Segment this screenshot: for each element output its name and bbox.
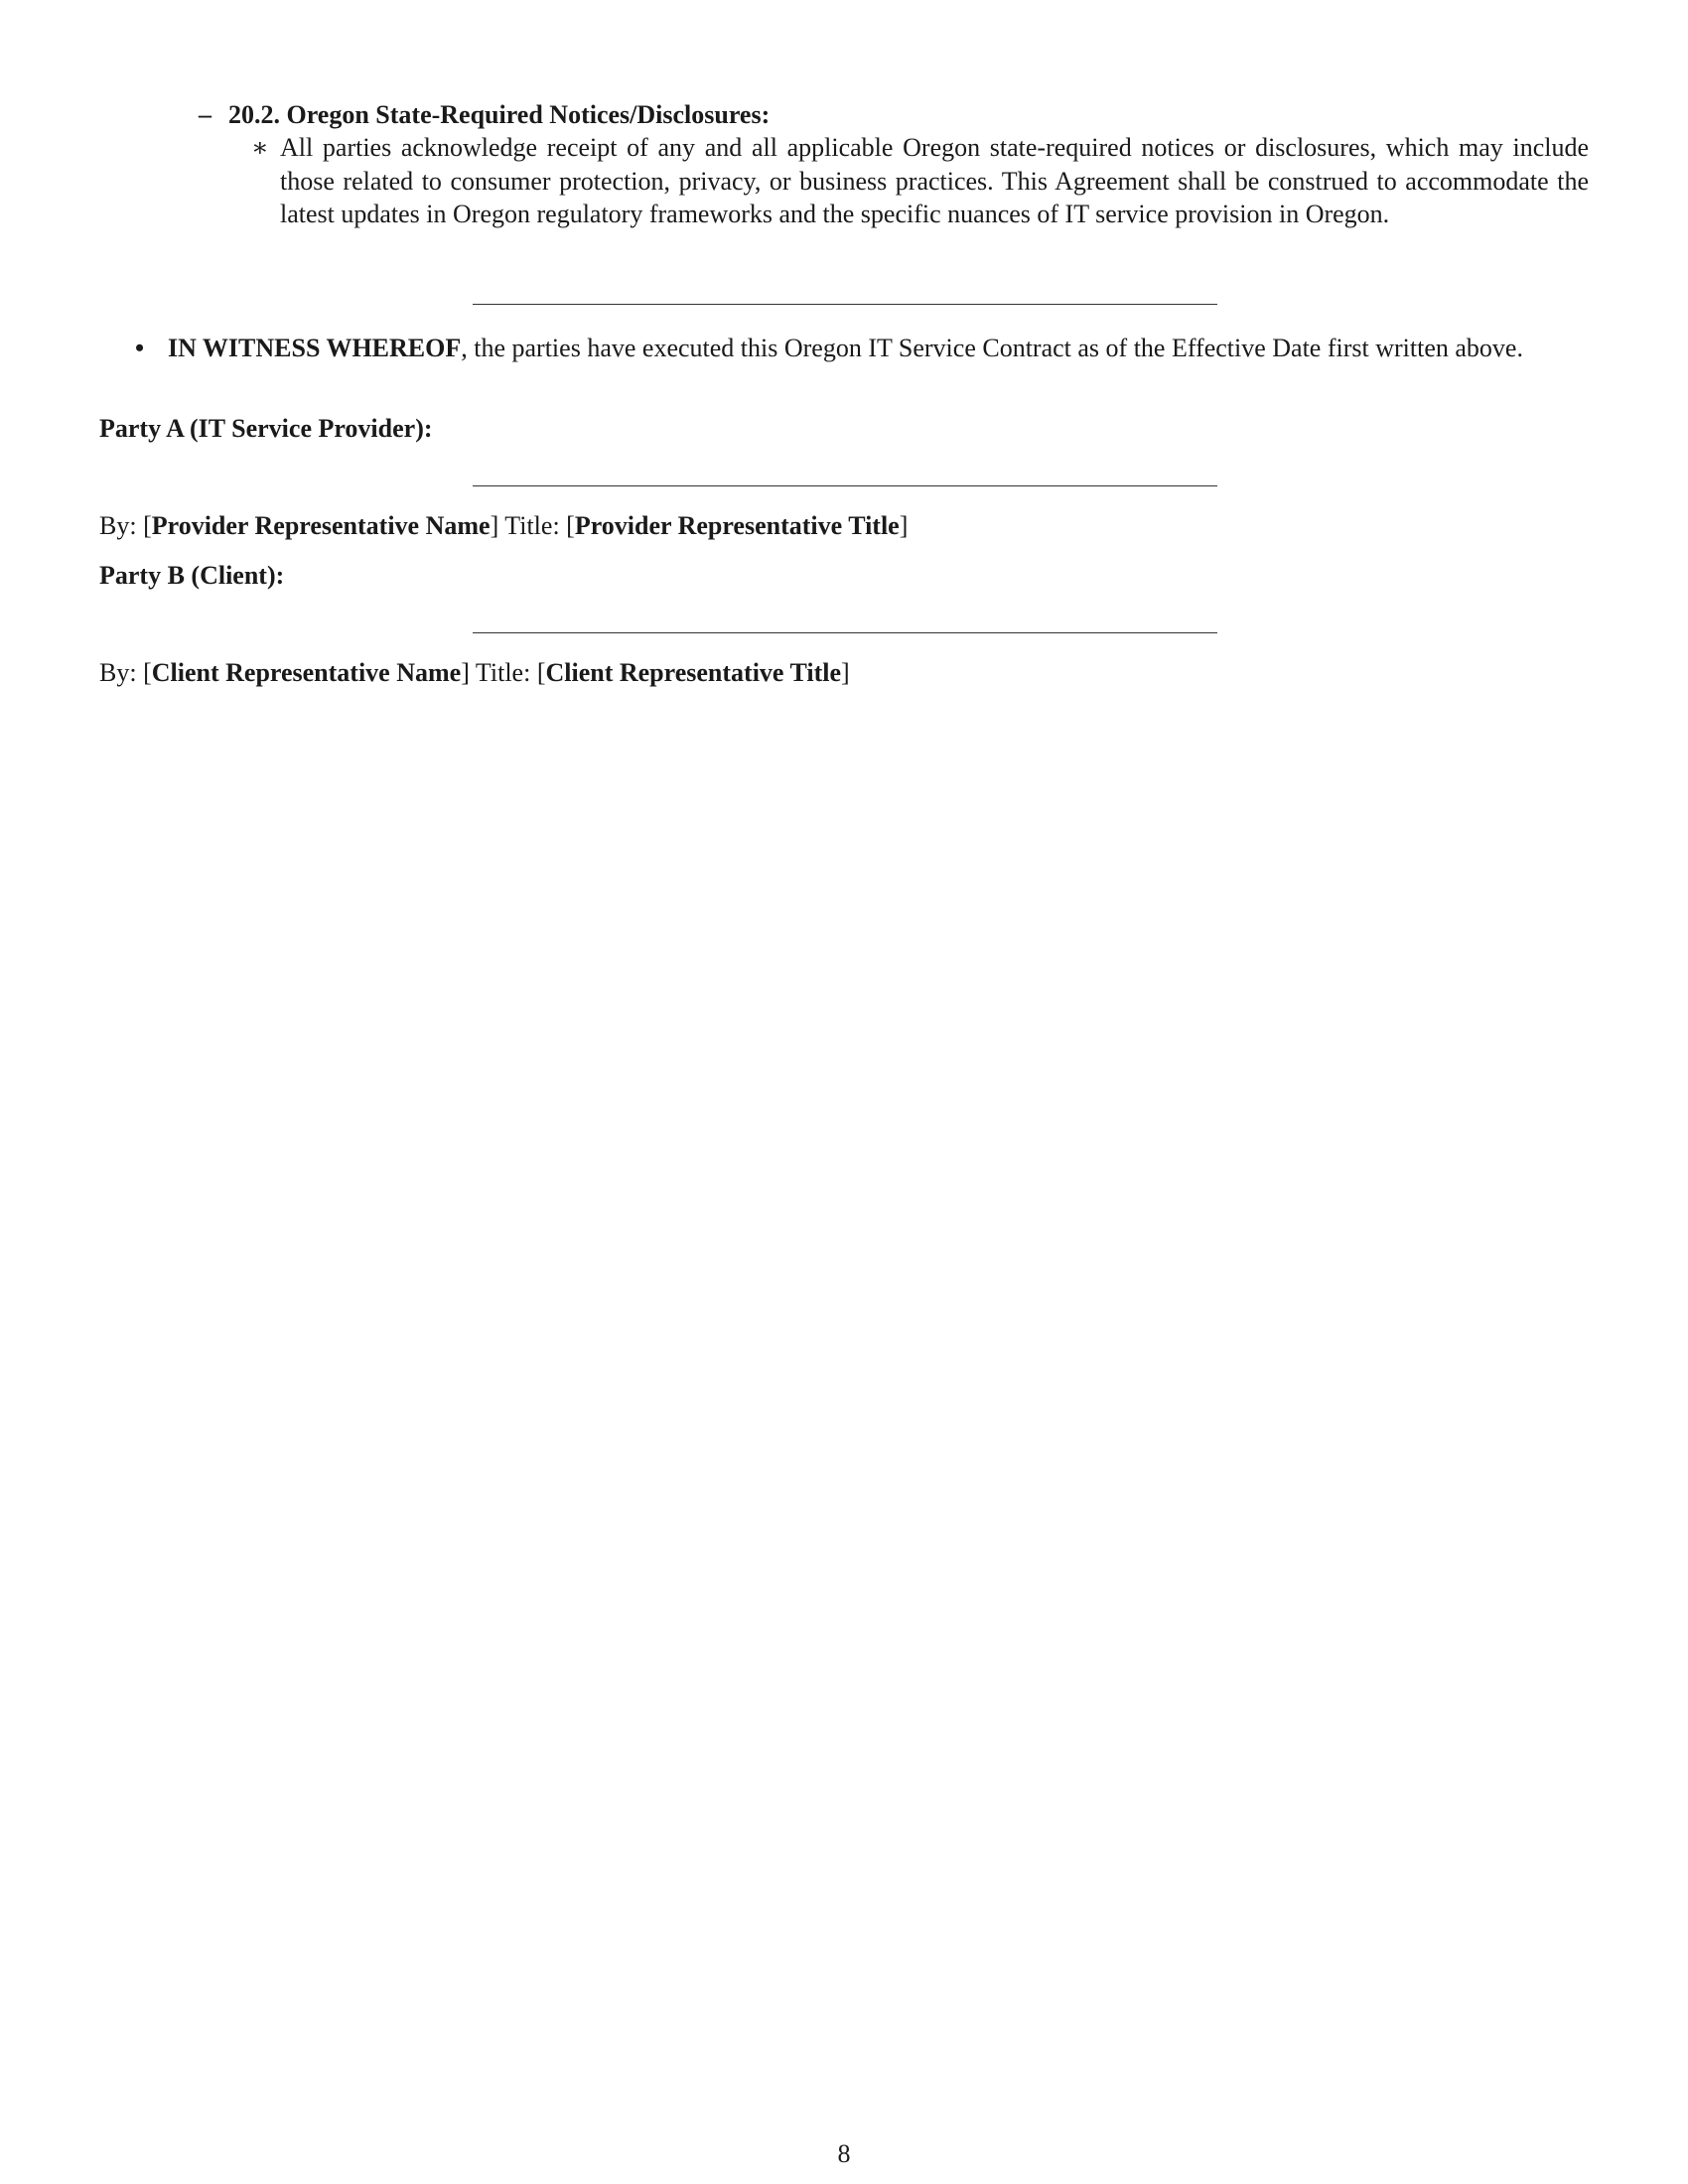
witness-clause bbox=[135, 332, 1589, 365]
disclosure-text: All parties acknowledge receipt of any and all applicable Oregon state-required notices or disclosures, which may include those related to consumer protection, privacy, or business practices. This Agreement shall be construed to accommodate the latest updates in Oregon regulatory frameworks and the specific nuances of IT service provision in Oregon. bbox=[280, 133, 1589, 228]
party-b-name: Client Representative Name bbox=[151, 658, 462, 687]
party-b-signature-line bbox=[473, 632, 1217, 633]
subsection-title: 20.2. Oregon State-Required Notices/Disclosures: bbox=[228, 100, 771, 129]
bracket-open: [ bbox=[566, 511, 575, 540]
separator-rule bbox=[473, 304, 1217, 305]
asterisk-marker: ∗ bbox=[251, 133, 269, 162]
party-a-signature-line bbox=[473, 485, 1217, 486]
party-a-name: Provider Representative Name bbox=[151, 511, 491, 540]
subsection-heading bbox=[199, 97, 1589, 133]
bracket-open: [ bbox=[143, 511, 152, 540]
bracket-close: ] bbox=[490, 511, 499, 540]
party-a-by-line bbox=[99, 508, 908, 544]
bracket-close: ] bbox=[899, 511, 909, 540]
party-a-title: Provider Representative Title bbox=[574, 511, 900, 540]
party-a-label: Party A (IT Service Provider): bbox=[99, 414, 433, 443]
party-b-by-prefix: By: bbox=[99, 658, 144, 687]
party-b-by-line bbox=[99, 655, 850, 691]
bracket-close: ] bbox=[461, 658, 470, 687]
subsection-dash: – bbox=[199, 100, 211, 129]
party-b-title-prefix: Title: bbox=[469, 658, 537, 687]
bracket-open: [ bbox=[536, 658, 546, 687]
bullet-marker: • bbox=[135, 334, 145, 362]
witness-body: , the parties have executed this Oregon IT Service Contract as of the Effective Date first written above. bbox=[461, 334, 1523, 362]
witness-lead: IN WITNESS WHEREOF bbox=[168, 334, 462, 362]
page-number: 8 bbox=[837, 2139, 851, 2168]
witness-text bbox=[168, 332, 1589, 365]
party-b-label: Party B (Client): bbox=[99, 561, 285, 590]
party-a-by-prefix: By: bbox=[99, 511, 144, 540]
bracket-open: [ bbox=[143, 658, 152, 687]
bracket-close: ] bbox=[841, 658, 850, 687]
party-b-title: Client Representative Title bbox=[545, 658, 841, 687]
disclosure-item bbox=[251, 131, 1589, 231]
party-a-title-prefix: Title: bbox=[498, 511, 567, 540]
